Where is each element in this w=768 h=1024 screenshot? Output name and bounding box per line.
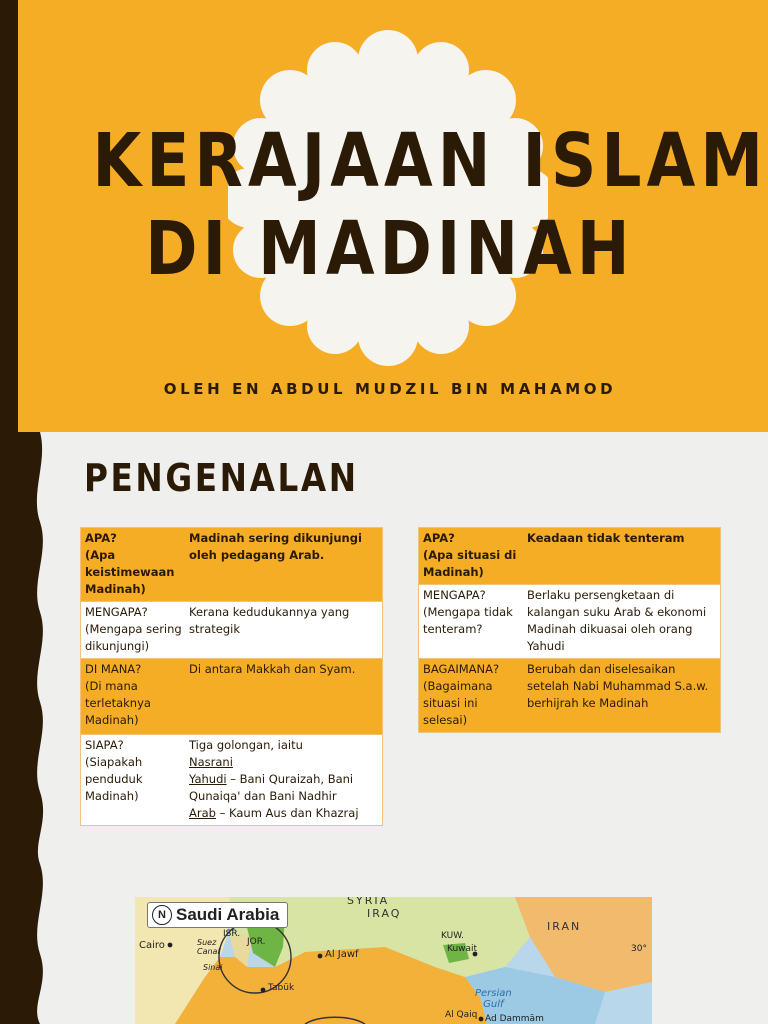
table-row (81, 528, 383, 602)
answer-cell (185, 528, 383, 602)
map-latitude-label: 30° (631, 944, 647, 954)
wavy-left-bar (0, 864, 60, 1024)
info-table-left (80, 527, 383, 826)
saudi-arabia-map (135, 897, 652, 1024)
question-text: SIAPA? (Siapakah penduduk Madinah) (85, 738, 143, 803)
question-text: BAGAIMANA? (Bagaimana situasi ini selesai) (423, 662, 500, 727)
question-cell (81, 659, 186, 735)
group-detail: – Bani Quraizah, Bani Qunaiqa' dan Bani Nadhir (189, 772, 354, 803)
map-title-badge (147, 902, 288, 928)
answer-text: Di antara Makkah dan Syam. (189, 662, 356, 676)
answer-cell (185, 602, 383, 659)
answer-text: Kerana kedudukannya yang strategik (189, 605, 350, 636)
question-cell (419, 585, 524, 659)
group-name: Nasrani (189, 755, 233, 769)
intro-slide (0, 432, 768, 864)
map-label-persian-gulf: Persian Gulf (475, 988, 512, 1010)
answer-item (189, 754, 379, 771)
map-label-sinai: Sinai (203, 963, 223, 972)
answer-text: Berlaku persengketaan di kalangan suku Arab & ekonomi Madinah dikuasai oleh orang Yahudi (527, 588, 707, 653)
map-label-syria: SYRIA (347, 897, 390, 907)
answer-cell (185, 659, 383, 735)
info-table-right (418, 527, 721, 733)
map-label-jordan: JOR. (247, 937, 266, 947)
answer-cell (185, 735, 383, 826)
answer-intro: Tiga golongan, iaitu (189, 738, 303, 752)
question-cell (81, 528, 186, 602)
map-label-suez-canal: Suez Canal (197, 938, 220, 956)
map-label-kuwait-country: KUW. (441, 931, 464, 941)
question-text: APA? (Apa situasi di Madinah) (423, 531, 517, 579)
north-compass-icon: N (152, 905, 172, 925)
table-row (419, 659, 721, 733)
group-detail: – Kaum Aus dan Khazraj (215, 806, 359, 820)
section-heading: PENGENALAN (84, 456, 359, 500)
table-row (81, 659, 383, 735)
answer-item (189, 805, 379, 822)
question-text: MENGAPA? (Mengapa tidak tenteram? (423, 588, 513, 636)
wavy-left-bar (0, 432, 60, 864)
question-cell (419, 528, 524, 585)
map-label-iran: IRAN (547, 920, 582, 933)
answer-cell (523, 585, 721, 659)
map-slide (0, 864, 768, 1024)
answer-text: Keadaan tidak tenteram (527, 531, 685, 545)
title-slide (0, 0, 768, 432)
author-subtitle: OLEH EN ABDUL MUDZIL BIN MAHAMOD (163, 380, 617, 398)
answer-item (189, 771, 379, 805)
map-label-al-jawf: Al Jawf (325, 949, 359, 960)
question-text: MENGAPA? (Mengapa sering dikunjungi) (85, 605, 182, 653)
title-line-2: DI MADINAH (145, 206, 635, 292)
map-label-iraq: IRAQ (367, 907, 402, 920)
question-cell (419, 659, 524, 733)
table-row (81, 602, 383, 659)
answer-text: Madinah sering dikunjungi oleh pedagang Arab. (189, 531, 362, 562)
answer-cell (523, 528, 721, 585)
map-label-al-qaiq: Al Qaiq (445, 1010, 478, 1020)
question-cell (81, 735, 186, 826)
map-label-tabuk: Tabūk (268, 983, 295, 993)
map-label-ad-dammam: Ad Dammām (485, 1014, 544, 1024)
table-row (419, 585, 721, 659)
answer-text: Berubah dan diselesaikan setelah Nabi Muhammad S.a.w. berhijrah ke Madinah (527, 662, 709, 710)
question-text: DI MANA? (Di mana terletaknya Madinah) (85, 662, 151, 727)
map-label-kuwait-city: Kuwait (447, 944, 478, 954)
map-label-cairo: Cairo (139, 940, 165, 951)
group-name: Yahudi (189, 772, 227, 786)
group-name: Arab (189, 806, 216, 820)
table-row (419, 528, 721, 585)
question-text: APA? (Apa keistimewaan Madinah) (85, 531, 175, 596)
left-accent-bar (0, 0, 18, 432)
title-line-1: KERAJAAN ISLAM (92, 118, 768, 204)
question-cell (81, 602, 186, 659)
answer-cell (523, 659, 721, 733)
table-row (81, 735, 383, 826)
map-label-israel: ISR. (223, 929, 241, 939)
map-title: Saudi Arabia (176, 905, 280, 924)
